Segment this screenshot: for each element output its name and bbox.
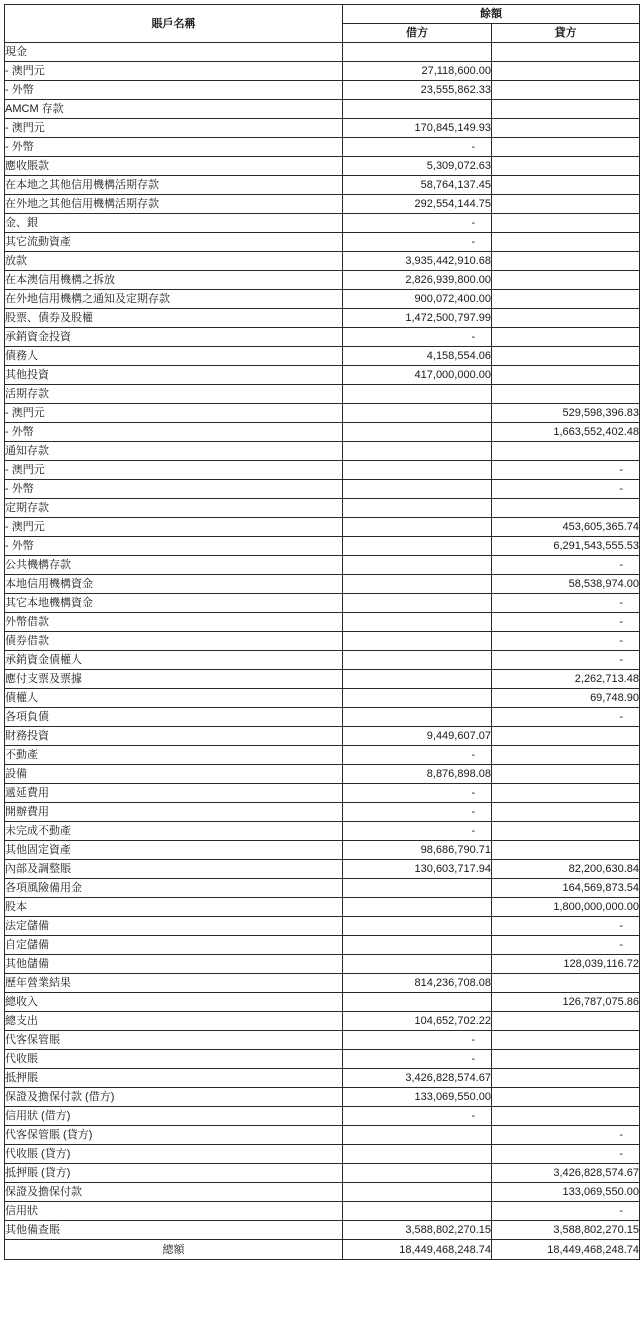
credit-cell: - bbox=[492, 917, 640, 936]
table-row bbox=[5, 1069, 640, 1088]
credit-cell bbox=[492, 138, 640, 157]
debit-cell bbox=[343, 480, 492, 499]
debit-cell: - bbox=[343, 214, 492, 233]
credit-cell: - bbox=[492, 1202, 640, 1221]
account-name-cell: AMCM 存款 bbox=[5, 100, 343, 119]
account-name-cell: 股本 bbox=[5, 898, 343, 917]
credit-cell bbox=[492, 499, 640, 518]
account-name-cell: 金、銀 bbox=[5, 214, 343, 233]
account-name-cell: 其它本地機構資金 bbox=[5, 594, 343, 613]
table-row bbox=[5, 290, 640, 309]
credit-cell: 529,598,396.83 bbox=[492, 404, 640, 423]
credit-cell bbox=[492, 1088, 640, 1107]
table-row bbox=[5, 328, 640, 347]
debit-cell: 27,118,600.00 bbox=[343, 62, 492, 81]
account-name-cell: - 澳門元 bbox=[5, 404, 343, 423]
table-row bbox=[5, 480, 640, 499]
balance-sheet bbox=[4, 4, 639, 1260]
debit-cell: 5,309,072.63 bbox=[343, 157, 492, 176]
credit-cell: - bbox=[492, 556, 640, 575]
credit-cell: 82,200,630.84 bbox=[492, 860, 640, 879]
credit-cell bbox=[492, 328, 640, 347]
account-name-cell: 活期存款 bbox=[5, 385, 343, 404]
debit-cell: 170,845,149.93 bbox=[343, 119, 492, 138]
table-row bbox=[5, 594, 640, 613]
account-name-cell: 股票、債券及股權 bbox=[5, 309, 343, 328]
debit-cell bbox=[343, 670, 492, 689]
debit-cell bbox=[343, 898, 492, 917]
account-name-cell: 信用狀 bbox=[5, 1202, 343, 1221]
table-row bbox=[5, 404, 640, 423]
credit-cell bbox=[492, 176, 640, 195]
account-name-cell: 代客保管賬 bbox=[5, 1031, 343, 1050]
credit-cell bbox=[492, 119, 640, 138]
table-row bbox=[5, 1088, 640, 1107]
table-row bbox=[5, 822, 640, 841]
account-name-cell: 內部及調整賬 bbox=[5, 860, 343, 879]
debit-cell bbox=[343, 708, 492, 727]
credit-cell: - bbox=[492, 651, 640, 670]
table-row bbox=[5, 727, 640, 746]
debit-header: 借方 bbox=[343, 24, 492, 43]
debit-cell bbox=[343, 100, 492, 119]
debit-cell bbox=[343, 1126, 492, 1145]
debit-cell: 8,876,898.08 bbox=[343, 765, 492, 784]
account-name-cell: 遞延費用 bbox=[5, 784, 343, 803]
account-name-cell: 各項負債 bbox=[5, 708, 343, 727]
table-row bbox=[5, 765, 640, 784]
balance-header: 餘額 bbox=[343, 5, 640, 24]
account-name-cell: 法定儲備 bbox=[5, 917, 343, 936]
debit-cell: 98,686,790.71 bbox=[343, 841, 492, 860]
account-name-cell: - 澳門元 bbox=[5, 461, 343, 480]
table-row bbox=[5, 100, 640, 119]
table-row bbox=[5, 689, 640, 708]
credit-cell: 126,787,075.86 bbox=[492, 993, 640, 1012]
credit-cell: - bbox=[492, 1145, 640, 1164]
debit-cell bbox=[343, 613, 492, 632]
debit-cell bbox=[343, 879, 492, 898]
debit-cell bbox=[343, 499, 492, 518]
credit-cell bbox=[492, 1069, 640, 1088]
debit-cell bbox=[343, 575, 492, 594]
debit-cell: 417,000,000.00 bbox=[343, 366, 492, 385]
credit-header: 貸方 bbox=[492, 24, 640, 43]
account-name-cell: - 澳門元 bbox=[5, 119, 343, 138]
table-row bbox=[5, 214, 640, 233]
debit-cell: 58,764,137.45 bbox=[343, 176, 492, 195]
table-row bbox=[5, 708, 640, 727]
table-row bbox=[5, 43, 640, 62]
credit-cell: 58,538,974.00 bbox=[492, 575, 640, 594]
table-row bbox=[5, 1012, 640, 1031]
credit-cell bbox=[492, 1031, 640, 1050]
table-row bbox=[5, 613, 640, 632]
account-name-cell: 在外地之其他信用機構活期存款 bbox=[5, 195, 343, 214]
credit-cell: - bbox=[492, 1126, 640, 1145]
account-name-cell: 代客保管賬 (貸方) bbox=[5, 1126, 343, 1145]
credit-cell bbox=[492, 271, 640, 290]
table-row bbox=[5, 955, 640, 974]
debit-cell: - bbox=[343, 233, 492, 252]
credit-cell bbox=[492, 822, 640, 841]
total-debit: 18,449,468,248.74 bbox=[343, 1240, 492, 1260]
credit-cell bbox=[492, 43, 640, 62]
account-name-cell: 財務投資 bbox=[5, 727, 343, 746]
table-row bbox=[5, 1202, 640, 1221]
debit-cell: 814,236,708.08 bbox=[343, 974, 492, 993]
debit-cell: - bbox=[343, 822, 492, 841]
debit-cell: - bbox=[343, 803, 492, 822]
account-name-cell: 承銷資金投資 bbox=[5, 328, 343, 347]
account-name-cell: 現金 bbox=[5, 43, 343, 62]
table-row bbox=[5, 252, 640, 271]
account-name-cell: - 外幣 bbox=[5, 81, 343, 100]
account-name-cell: 其他備查賬 bbox=[5, 1221, 343, 1240]
credit-cell bbox=[492, 214, 640, 233]
table-row bbox=[5, 651, 640, 670]
credit-cell: - bbox=[492, 936, 640, 955]
table-row bbox=[5, 860, 640, 879]
account-name-cell: 其他固定資產 bbox=[5, 841, 343, 860]
table-row bbox=[5, 841, 640, 860]
debit-cell: - bbox=[343, 1050, 492, 1069]
debit-cell: - bbox=[343, 138, 492, 157]
account-name-cell: 保證及擔保付款 (借方) bbox=[5, 1088, 343, 1107]
credit-cell bbox=[492, 841, 640, 860]
account-name-cell: 總支出 bbox=[5, 1012, 343, 1031]
table-row bbox=[5, 784, 640, 803]
account-name-cell: 其他投資 bbox=[5, 366, 343, 385]
debit-cell bbox=[343, 43, 492, 62]
credit-cell bbox=[492, 233, 640, 252]
credit-cell bbox=[492, 100, 640, 119]
account-name-cell: - 外幣 bbox=[5, 537, 343, 556]
table-row bbox=[5, 1164, 640, 1183]
table-row bbox=[5, 347, 640, 366]
debit-cell: 3,588,802,270.15 bbox=[343, 1221, 492, 1240]
table-row bbox=[5, 81, 640, 100]
table-row bbox=[5, 974, 640, 993]
account-name-cell: 歷年營業結果 bbox=[5, 974, 343, 993]
debit-cell bbox=[343, 537, 492, 556]
account-name-cell: 保證及擔保付款 bbox=[5, 1183, 343, 1202]
table-row bbox=[5, 518, 640, 537]
account-name-cell: - 澳門元 bbox=[5, 62, 343, 81]
debit-cell: - bbox=[343, 784, 492, 803]
account-name-cell: 其他儲備 bbox=[5, 955, 343, 974]
debit-cell: - bbox=[343, 328, 492, 347]
account-name-cell: 債務人 bbox=[5, 347, 343, 366]
table-row bbox=[5, 157, 640, 176]
table-row bbox=[5, 575, 640, 594]
credit-cell bbox=[492, 366, 640, 385]
debit-cell: 3,935,442,910.68 bbox=[343, 252, 492, 271]
credit-cell bbox=[492, 803, 640, 822]
credit-cell: 2,262,713.48 bbox=[492, 670, 640, 689]
account-name-cell: 代收賬 bbox=[5, 1050, 343, 1069]
ledger-body bbox=[5, 43, 640, 1240]
debit-cell: 9,449,607.07 bbox=[343, 727, 492, 746]
credit-cell bbox=[492, 62, 640, 81]
table-row bbox=[5, 442, 640, 461]
account-name-cell: 代收賬 (貸方) bbox=[5, 1145, 343, 1164]
account-name-cell: 在本澳信用機構之拆放 bbox=[5, 271, 343, 290]
total-label: 總額 bbox=[5, 1240, 343, 1260]
account-name-cell: - 澳門元 bbox=[5, 518, 343, 537]
table-row bbox=[5, 366, 640, 385]
credit-cell: - bbox=[492, 708, 640, 727]
credit-cell bbox=[492, 309, 640, 328]
debit-cell bbox=[343, 632, 492, 651]
debit-cell: 2,826,939,800.00 bbox=[343, 271, 492, 290]
debit-cell bbox=[343, 1183, 492, 1202]
table-row bbox=[5, 309, 640, 328]
account-name-cell: 其它流動資產 bbox=[5, 233, 343, 252]
table-row bbox=[5, 271, 640, 290]
debit-cell bbox=[343, 594, 492, 613]
debit-cell bbox=[343, 442, 492, 461]
table-row bbox=[5, 1183, 640, 1202]
credit-cell: 453,605,365.74 bbox=[492, 518, 640, 537]
account-name-cell: 總收入 bbox=[5, 993, 343, 1012]
debit-cell bbox=[343, 993, 492, 1012]
debit-cell bbox=[343, 1145, 492, 1164]
credit-cell: 3,588,802,270.15 bbox=[492, 1221, 640, 1240]
credit-cell bbox=[492, 195, 640, 214]
account-name-cell: 抵押賬 bbox=[5, 1069, 343, 1088]
table-row bbox=[5, 385, 640, 404]
table-row bbox=[5, 993, 640, 1012]
total-credit: 18,449,468,248.74 bbox=[492, 1240, 640, 1260]
table-row bbox=[5, 176, 640, 195]
table-row bbox=[5, 556, 640, 575]
account-name-cell: 在外地信用機構之通知及定期存款 bbox=[5, 290, 343, 309]
table-row bbox=[5, 1126, 640, 1145]
credit-cell bbox=[492, 746, 640, 765]
account-name-cell: 在本地之其他信用機構活期存款 bbox=[5, 176, 343, 195]
debit-cell: 130,603,717.94 bbox=[343, 860, 492, 879]
account-name-cell: 開辦費用 bbox=[5, 803, 343, 822]
credit-cell bbox=[492, 974, 640, 993]
credit-cell bbox=[492, 1050, 640, 1069]
account-name-header: 賬戶名稱 bbox=[5, 5, 343, 43]
debit-cell: 1,472,500,797.99 bbox=[343, 309, 492, 328]
table-row bbox=[5, 461, 640, 480]
table-row bbox=[5, 499, 640, 518]
debit-cell: 3,426,828,574.67 bbox=[343, 1069, 492, 1088]
table-row bbox=[5, 423, 640, 442]
credit-cell: 128,039,116.72 bbox=[492, 955, 640, 974]
debit-cell bbox=[343, 936, 492, 955]
table-row bbox=[5, 195, 640, 214]
credit-cell: - bbox=[492, 480, 640, 499]
table-row bbox=[5, 138, 640, 157]
account-name-cell: 外幣借款 bbox=[5, 613, 343, 632]
table-row bbox=[5, 746, 640, 765]
table-row bbox=[5, 1221, 640, 1240]
credit-cell bbox=[492, 347, 640, 366]
debit-cell: - bbox=[343, 1031, 492, 1050]
account-name-cell: 自定儲備 bbox=[5, 936, 343, 955]
credit-cell bbox=[492, 442, 640, 461]
account-name-cell: 公共機構存款 bbox=[5, 556, 343, 575]
account-name-cell: 各項風險備用金 bbox=[5, 879, 343, 898]
debit-cell bbox=[343, 689, 492, 708]
debit-cell bbox=[343, 385, 492, 404]
table-row bbox=[5, 803, 640, 822]
account-name-cell: 放款 bbox=[5, 252, 343, 271]
credit-cell: 1,800,000,000.00 bbox=[492, 898, 640, 917]
debit-cell: 23,555,862.33 bbox=[343, 81, 492, 100]
credit-cell: - bbox=[492, 461, 640, 480]
account-name-cell: 抵押賬 (貸方) bbox=[5, 1164, 343, 1183]
account-name-cell: 應付支票及票據 bbox=[5, 670, 343, 689]
table-row bbox=[5, 936, 640, 955]
credit-cell: 69,748.90 bbox=[492, 689, 640, 708]
credit-cell bbox=[492, 784, 640, 803]
account-name-cell: 本地信用機構資金 bbox=[5, 575, 343, 594]
account-name-cell: 設備 bbox=[5, 765, 343, 784]
table-row bbox=[5, 62, 640, 81]
credit-cell bbox=[492, 1012, 640, 1031]
debit-cell bbox=[343, 955, 492, 974]
account-name-cell: 未完成不動產 bbox=[5, 822, 343, 841]
table-row bbox=[5, 233, 640, 252]
table-row bbox=[5, 879, 640, 898]
account-name-cell: 通知存款 bbox=[5, 442, 343, 461]
account-name-cell: - 外幣 bbox=[5, 138, 343, 157]
credit-cell bbox=[492, 727, 640, 746]
debit-cell bbox=[343, 404, 492, 423]
table-row bbox=[5, 1031, 640, 1050]
credit-cell bbox=[492, 252, 640, 271]
credit-cell bbox=[492, 81, 640, 100]
debit-cell bbox=[343, 423, 492, 442]
account-name-cell: 承銷資金債權人 bbox=[5, 651, 343, 670]
account-name-cell: - 外幣 bbox=[5, 480, 343, 499]
table-row bbox=[5, 1145, 640, 1164]
debit-cell bbox=[343, 461, 492, 480]
credit-cell: 6,291,543,555.53 bbox=[492, 537, 640, 556]
table-row bbox=[5, 632, 640, 651]
table-row bbox=[5, 537, 640, 556]
table-row bbox=[5, 119, 640, 138]
table-row bbox=[5, 917, 640, 936]
table-row bbox=[5, 1107, 640, 1126]
debit-cell: - bbox=[343, 746, 492, 765]
debit-cell bbox=[343, 1164, 492, 1183]
account-name-cell: 定期存款 bbox=[5, 499, 343, 518]
debit-cell: 292,554,144.75 bbox=[343, 195, 492, 214]
debit-cell: - bbox=[343, 1107, 492, 1126]
ledger-table bbox=[4, 4, 640, 1260]
debit-cell bbox=[343, 518, 492, 537]
credit-cell bbox=[492, 1107, 640, 1126]
credit-cell: 133,069,550.00 bbox=[492, 1183, 640, 1202]
account-name-cell: 信用狀 (借方) bbox=[5, 1107, 343, 1126]
credit-cell: - bbox=[492, 613, 640, 632]
credit-cell: - bbox=[492, 594, 640, 613]
credit-cell: 1,663,552,402.48 bbox=[492, 423, 640, 442]
total-row bbox=[5, 1240, 640, 1260]
credit-cell: - bbox=[492, 632, 640, 651]
account-name-cell: 應收賬款 bbox=[5, 157, 343, 176]
debit-cell: 4,158,554.06 bbox=[343, 347, 492, 366]
debit-cell bbox=[343, 917, 492, 936]
credit-cell bbox=[492, 290, 640, 309]
table-row bbox=[5, 1050, 640, 1069]
debit-cell: 900,072,400.00 bbox=[343, 290, 492, 309]
account-name-cell: - 外幣 bbox=[5, 423, 343, 442]
debit-cell bbox=[343, 1202, 492, 1221]
credit-cell: 3,426,828,574.67 bbox=[492, 1164, 640, 1183]
debit-cell bbox=[343, 556, 492, 575]
table-row bbox=[5, 670, 640, 689]
debit-cell: 133,069,550.00 bbox=[343, 1088, 492, 1107]
credit-cell bbox=[492, 385, 640, 404]
credit-cell: 164,569,873.54 bbox=[492, 879, 640, 898]
account-name-cell: 債權人 bbox=[5, 689, 343, 708]
credit-cell bbox=[492, 765, 640, 784]
account-name-cell: 不動產 bbox=[5, 746, 343, 765]
account-name-cell: 債券借款 bbox=[5, 632, 343, 651]
debit-cell: 104,652,702.22 bbox=[343, 1012, 492, 1031]
credit-cell bbox=[492, 157, 640, 176]
table-row bbox=[5, 898, 640, 917]
debit-cell bbox=[343, 651, 492, 670]
